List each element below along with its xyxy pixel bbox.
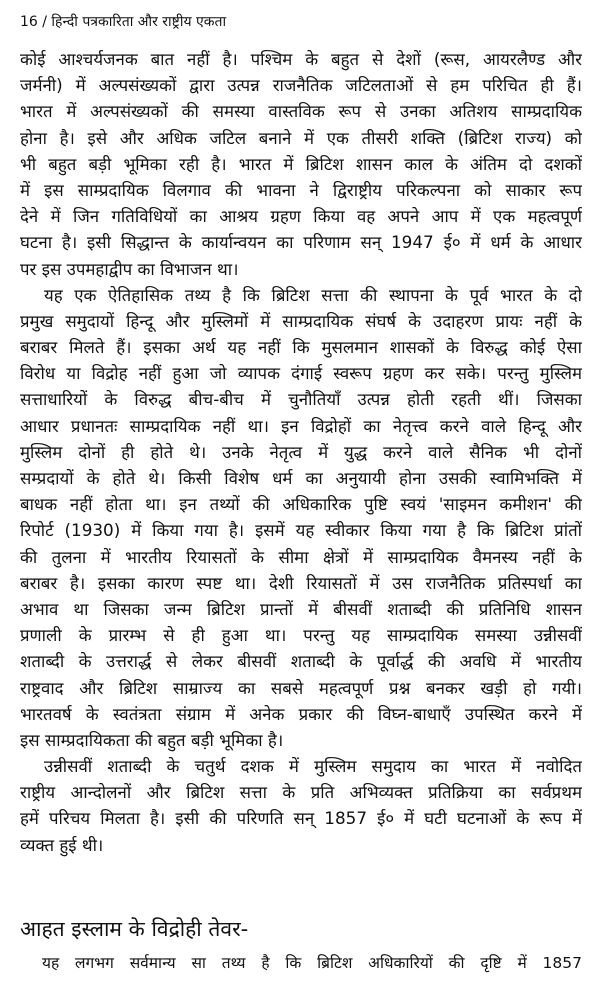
text-line: आधार प्रधानतः साम्प्रदायिक नहीं था। इन विद्रोहों का नेतृत्त्व करने वाले हिन्दू और [20, 415, 582, 436]
text-line: रिपोर्ट (1930) में किया गया है। इसमें यह स्वीकार किया गया है कि ब्रिटिश प्रांतों [20, 520, 582, 541]
text-line: भारत में अल्पसंख्यकों की समस्या वास्तविक रूप से उनका अतिशय साम्प्रदायिक [20, 101, 582, 122]
paragraph-1 [20, 46, 582, 282]
text-line: पर इस उपमहाद्वीप का विभाजन था। [20, 258, 239, 279]
text-line: यह एक ऐतिहासिक तथ्य है कि ब्रिटिश सत्ता की स्थापना के पूर्व भारत के दो [44, 284, 582, 305]
text-line: विरोध या विद्रोह नहीं हुआ जो व्यापक दंगाई स्वरूप ग्रहण कर सके। परन्तु मुस्लिम [20, 363, 582, 384]
text-line: प्रमुख समुदायों हिन्दू और मुस्लिमों में साम्प्रदायिक संघर्ष के उदाहरण प्रायः नहीं के [20, 310, 582, 331]
text-line: हमें परिचय मिलता है। इसी की परिणति सन् 1857 ई० में घटी घटनाओं के रूप में [20, 808, 582, 829]
text-line: प्रणाली के प्रारम्भ से ही हुआ था। परन्तु यह साम्प्रदायिक समस्या उन्नीसवीं [20, 625, 582, 646]
text-line: राष्ट्रीय आन्दोलनों और ब्रिटिश सत्ता के प्रति अभिव्यक्त प्रतिक्रिया का सर्वप्रथम [20, 782, 582, 803]
text-line: कोई आश्चर्यजनक बात नहीं है। पश्चिम के बहुत से देशों (रूस, आयरलैण्ड और [20, 49, 582, 69]
section-first-line: यह लगभग सर्वमान्य सा तथ्य है कि ब्रिटिश अधिकारियों की दृष्टि में 1857 [42, 954, 582, 972]
text-line: भी बहुत बड़ी भूमिका रही है। भारत में ब्रिटिश शासन काल के अंतिम दो दशकों [20, 153, 582, 174]
text-line: शताब्दी के उत्तरार्द्ध से लेकर बीसवीं शताब्दी के पूर्वार्द्ध की अवधि में भारतीय [20, 651, 582, 672]
text-line: इस साम्प्रदायिकता की बहुत बड़ी भूमिका है। [20, 729, 284, 750]
text-line: बराबर है। इसका कारण स्पष्ट था। देशी रियासतों में उस राजनैतिक प्रतिस्पर्धा का [20, 572, 582, 593]
text-line: मुस्लिम दोनों ही होते थे। उनके नेतृत्व में युद्ध करने वाले सैनिक भी दोनों [20, 441, 582, 462]
text-line: व्यक्त हुई थी। [20, 834, 104, 855]
body-text [20, 46, 582, 858]
text-line: बाधक नहीं होता था। इन तथ्यों की अधिकारिक पुष्टि स्वयं 'साइमन कमीशन' की [20, 494, 582, 515]
paragraph-3 [20, 753, 582, 858]
text-line: घटना है। इसी सिद्धान्त के कार्यान्वयन का परिणाम सन् 1947 ई० में धर्म के आधार [20, 232, 582, 253]
paragraph-2 [20, 282, 582, 753]
text-line: सत्ताधारियों के विरुद्ध बीच-बीच में चुनौतियाँ उत्पन्न होती रहती थीं। जिसका [20, 389, 582, 410]
text-line: उन्नीसवीं शताब्दी के चतुर्थ दशक में मुस्लिम समुदाय का भारत में नवोदित [44, 756, 582, 777]
text-line: देने में जिन गतिविधियों का आश्रय ग्रहण किया वह अपने आप में एक महत्वपूर्ण [20, 206, 582, 227]
text-line: राष्ट्रवाद और ब्रिटिश साम्राज्य का सबसे महत्वपूर्ण प्रश्न बनकर खड़ी हो गयी। [20, 677, 582, 698]
section-heading: आहत इस्लाम के विद्रोही तेवर- [20, 917, 249, 941]
running-head: 16 / हिन्दी पत्रकारिता और राष्ट्रीय एकता [20, 14, 227, 30]
text-line: जर्मनी) में अल्पसंख्यकों द्वारा उत्पन्न राजनैतिक जटिलताओं से हम परिचित ही हैं। [20, 75, 582, 96]
text-line: भारतवर्ष के स्वतंत्रता संग्राम में अनेक प्रकार की विघ्न-बाधाएँ उपस्थित करने में [20, 703, 582, 724]
text-line: अभाव था जिसका जन्म ब्रिटिश प्रान्तों में बीसवीं शताब्दी की प्रतिनिधि शासन [20, 598, 582, 619]
text-line: की तुलना में भारतीय रियासतों के सीमा क्षेत्रों में साम्प्रदायिक वैमनस्य नहीं के [20, 546, 582, 567]
text-line: में इस साम्प्रदायिक विलगाव की भावना ने द्विराष्ट्रीय परिकल्पना को साकार रूप [20, 179, 582, 200]
text-line: बराबर मिलते हैं। इसका अर्थ यह नहीं कि मुसलमान शासकों के विरुद्ध कोई ऐसा [20, 337, 582, 358]
text-line: होना है। इसे और अधिक जटिल बनाने में एक तीसरी शक्ति (ब्रिटिश राज्य) को [20, 127, 582, 148]
text-line: सम्प्रदायों के होते थे। किसी विशेष धर्म का अनुयायी होना उसकी स्वामिभक्ति में [20, 468, 582, 488]
